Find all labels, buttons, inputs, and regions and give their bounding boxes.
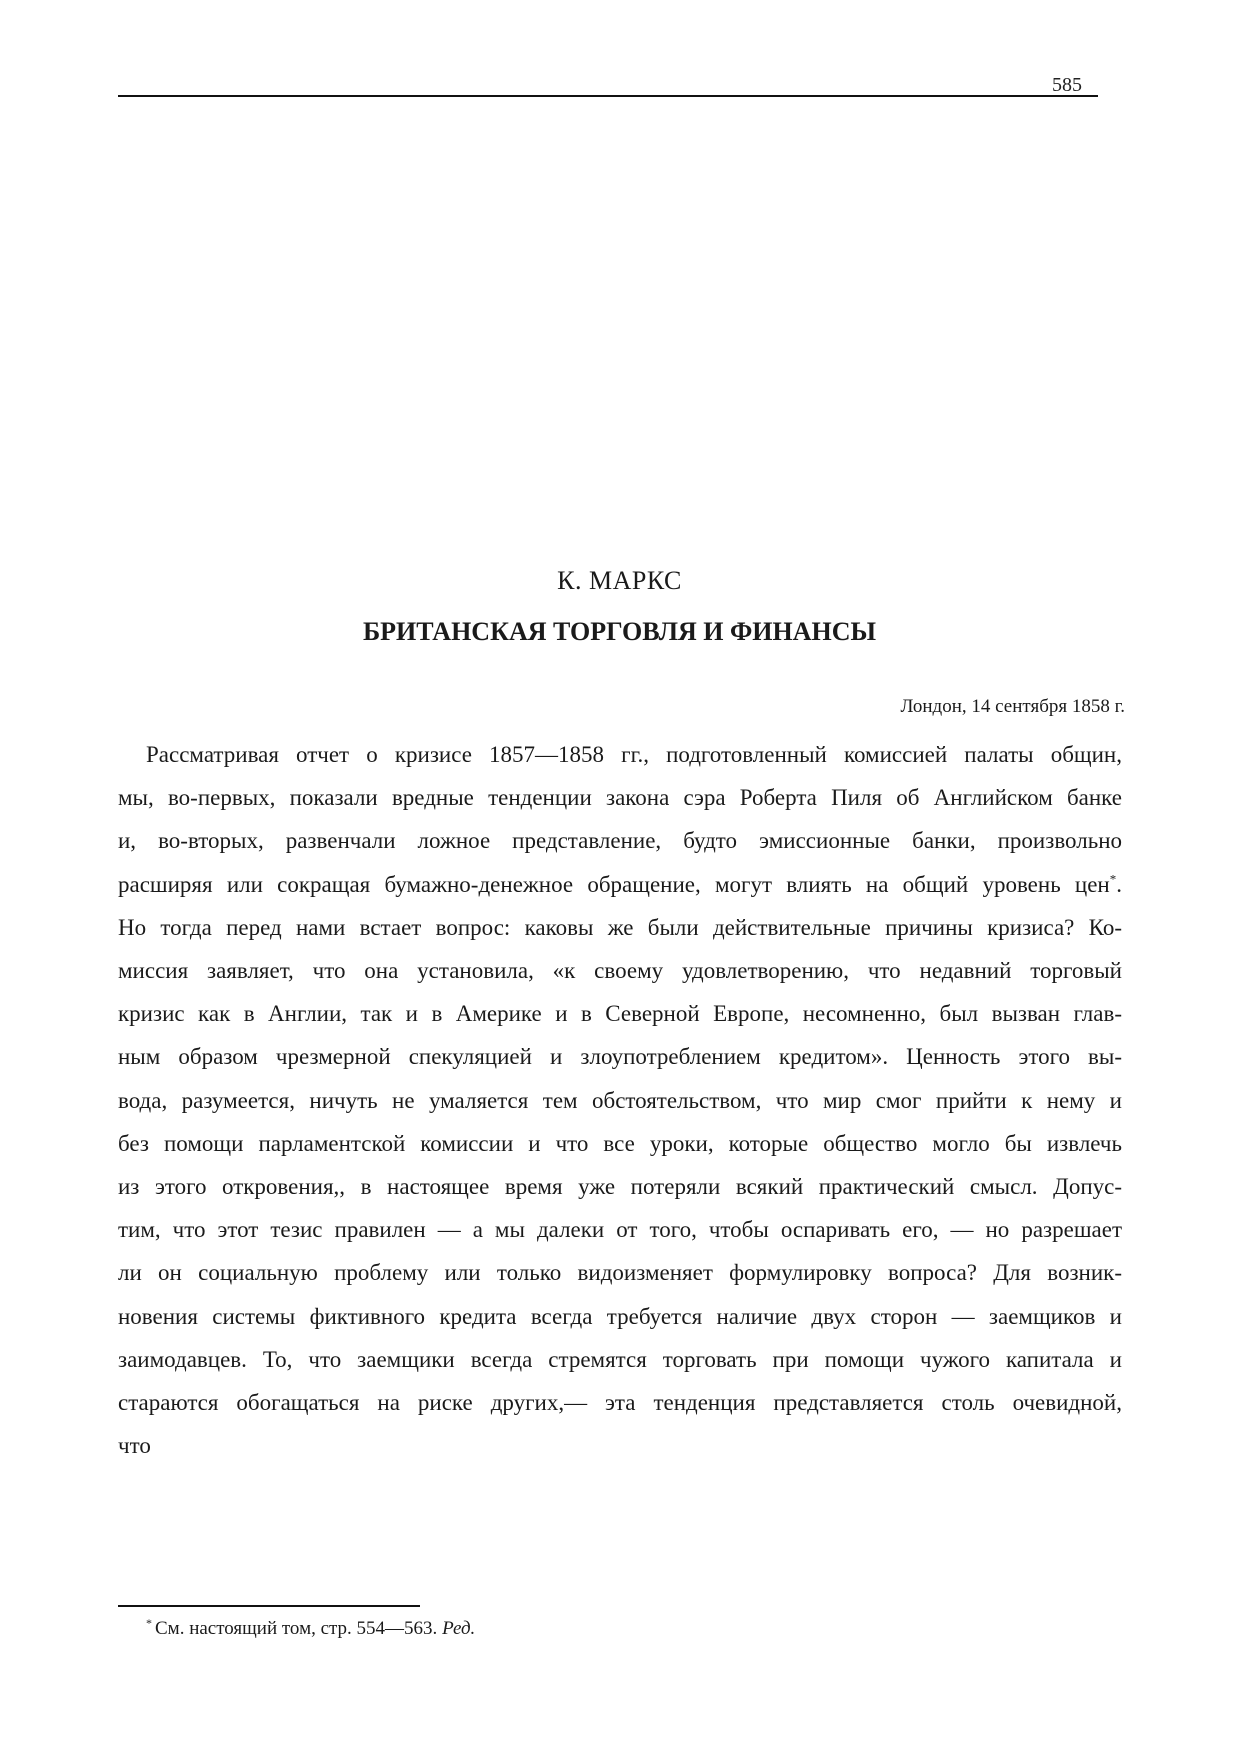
footnote: [146, 1615, 476, 1640]
footnote-reference[interactable]: *: [1109, 870, 1117, 886]
body-line: без помощи парламентской комиссии и что все уроки, которые общество могло бы извлечь: [118, 1130, 1122, 1156]
body-line: новения системы фиктивного кредита всегда требуется наличие двух сторон — заемщиков и: [118, 1303, 1122, 1329]
body-line: заимодавцев. То, что заемщики всегда стремятся торговать при помощи чужого капитала и: [118, 1346, 1122, 1372]
article-title: БРИТАНСКАЯ ТОРГОВЛЯ И ФИНАНСЫ: [362, 617, 877, 646]
body-line-text: расширяя или сокращая бумажно-денежное обращение, могут влиять на общий уровень цен: [118, 871, 1110, 897]
body-line: и, во-вторых, развенчали ложное представление, будто эмиссионные банки, произвольно: [118, 828, 1122, 854]
body-line: что: [118, 1433, 151, 1459]
dateline: Лондон, 14 сентября 1858 г.: [900, 696, 1125, 717]
body-line: тим, что этот тезис правилен — а мы далеки от того, чтобы оспаривать его, — но разрешает: [118, 1217, 1122, 1243]
footnote-rule: [118, 1605, 420, 1607]
header-rule: [118, 95, 1098, 97]
body-line: ным образом чрезмерной спекуляцией и злоупотреблением кредитом». Ценность этого вы-: [118, 1044, 1122, 1070]
body-line: Рассматривая отчет о кризисе 1857—1858 гг., подготовленный комиссией палаты общин,: [146, 742, 1122, 767]
body-line: Но тогда перед нами встает вопрос: каковы же были действительные причины кризиса? Ко-: [118, 914, 1122, 940]
page-number: 585: [1052, 74, 1082, 96]
body-line: стараются обогащаться на риске других,— эта тенденция представляется столь очевидной,: [118, 1390, 1122, 1416]
body-line-with-footnote: [118, 863, 1122, 906]
body-line: кризис как в Англии, так и в Америке и в Северной Европе, несомненно, был вызван глав-: [118, 1001, 1122, 1027]
author-name: К. МАРКС: [557, 566, 682, 595]
footnote-text: См. настоящий том, стр. 554—563.: [155, 1618, 438, 1639]
article-body: [118, 733, 1122, 1467]
body-line: ли он социальную проблему или только видоизменяет формулировку вопроса? Для возник-: [118, 1260, 1122, 1286]
body-line: миссия заявляет, что она установила, «к своему удовлетворению, что недавний торговый: [118, 958, 1122, 984]
body-line: вода, разумеется, ничуть не умаляется тем обстоятельством, что мир смог прийти к нему и: [118, 1087, 1122, 1113]
footnote-marker: *: [146, 1615, 152, 1630]
body-line-end: .: [1116, 871, 1122, 897]
body-line: из этого откровения,, в настоящее время уже потеряли всякий практический смысл. Допус-: [118, 1174, 1122, 1200]
footnote-editor-note: Ред.: [442, 1618, 476, 1639]
body-line: мы, во-первых, показали вредные тенденции закона сэра Роберта Пиля об Английском банке: [118, 785, 1122, 811]
